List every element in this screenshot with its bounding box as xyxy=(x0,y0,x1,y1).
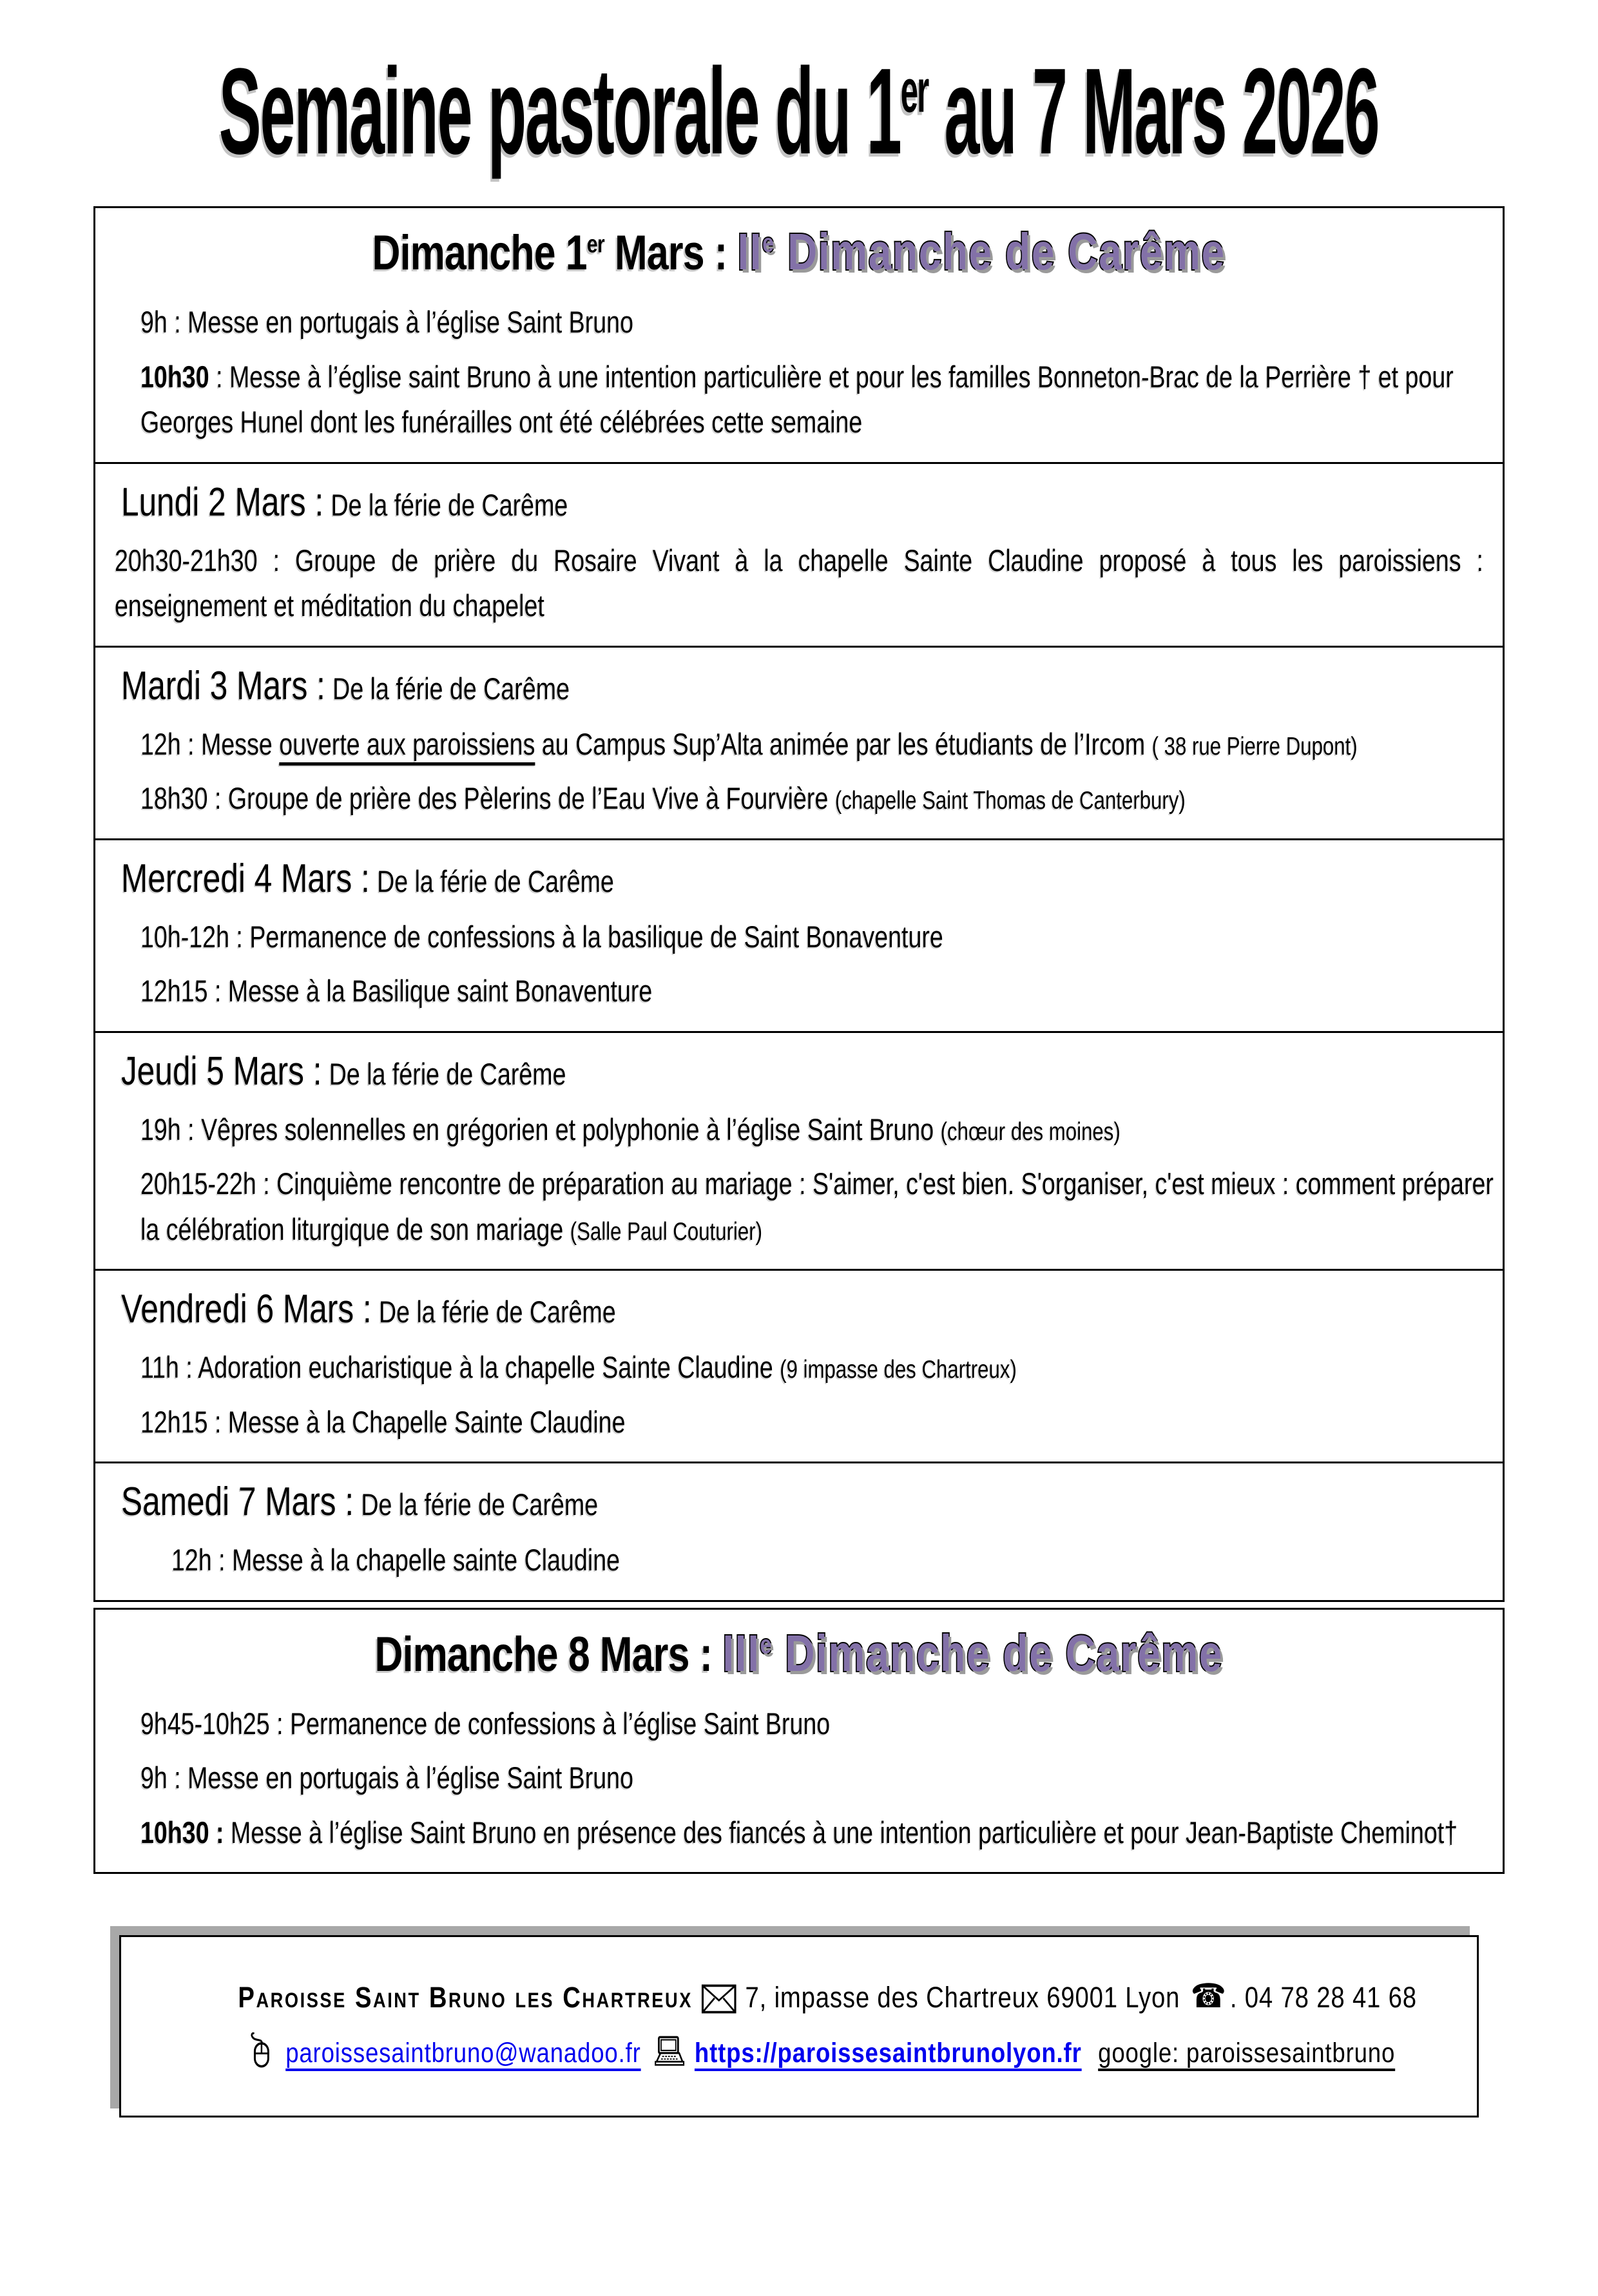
text-segment: 10h30 : xyxy=(140,1815,224,1849)
envelope-icon xyxy=(701,1984,736,2014)
event-line xyxy=(115,300,1509,345)
text-segment: 12h : Messe à la chapelle sainte Claudine xyxy=(171,1543,621,1577)
day-heading xyxy=(121,663,1483,709)
text-segment: (9 impasse des Chartreux) xyxy=(780,1356,1017,1384)
computer-icon xyxy=(650,2035,686,2069)
event-line xyxy=(115,354,1509,445)
page-title xyxy=(0,35,1598,187)
text-segment: (Salle Paul Couturier) xyxy=(570,1217,763,1246)
text-segment: au Campus Sup’Alta animée par les étudiants de l’Ircom xyxy=(535,726,1152,761)
sunday-heading xyxy=(115,222,1483,282)
day-heading xyxy=(121,1479,1483,1525)
day-heading xyxy=(121,1048,1483,1094)
sunday-date xyxy=(375,1627,723,1682)
text-segment: (chœur des moines) xyxy=(940,1117,1121,1146)
section-mercredi-4-mars xyxy=(93,838,1505,1033)
day-date: Samedi 7 Mars : xyxy=(121,1480,354,1524)
text-segment: 9h : Messe en portugais à l’église Saint Bruno xyxy=(140,1761,633,1795)
section-mardi-3-mars xyxy=(93,646,1505,840)
text-segment: 11h : Adoration eucharistique à la chapelle Sainte Claudine xyxy=(140,1350,780,1384)
text-segment: Dimanche 1 xyxy=(372,226,588,280)
text-segment: 18h30 : Groupe de prière des Pèlerins de l’Eau Vive à Fourvière xyxy=(140,781,835,815)
liturgical-day-name: De la férie de Carême xyxy=(361,1487,599,1521)
event-line xyxy=(115,914,1509,960)
event-line xyxy=(115,1161,1509,1252)
day-heading xyxy=(121,856,1483,902)
event-line xyxy=(115,776,1509,822)
liturgical-day-name: De la férie de Carême xyxy=(332,671,570,706)
phone-icon: ☎ xyxy=(1190,1977,1227,2016)
text-segment: III xyxy=(722,1624,760,1682)
footer-line-web xyxy=(134,2031,1464,2069)
sunday-heading xyxy=(115,1624,1483,1683)
schedule-sections xyxy=(93,206,1505,1874)
event-line xyxy=(115,722,1509,767)
text-segment: 12h : Messe xyxy=(140,726,280,761)
text-segment: ouverte aux paroissiens xyxy=(279,726,535,761)
liturgical-day-name: De la férie de Carême xyxy=(377,863,614,898)
day-date: Lundi 2 Mars : xyxy=(121,479,324,525)
text-segment: ( 38 rue Pierre Dupont) xyxy=(1151,732,1358,760)
section-vendredi-6-mars xyxy=(93,1269,1505,1463)
event-line xyxy=(115,538,1483,629)
parish-phone: . 04 78 28 41 68 xyxy=(1229,1981,1417,2014)
text-segment: e xyxy=(760,1630,773,1659)
text-segment: : Messe à l’église saint Bruno à une intention particulière et pour les familles Bonneton-Brac de la Perrière † et pour Georges Hunel dont les funérailles ont été célébrées cette semaine xyxy=(140,359,1454,439)
day-date: Jeudi 5 Mars : xyxy=(121,1048,322,1094)
page-title-text xyxy=(219,41,1379,182)
section-dimanche-1er-mars xyxy=(93,206,1505,464)
sunday-date xyxy=(372,226,738,280)
mouse-icon xyxy=(245,2031,276,2069)
section-dimanche-8-mars xyxy=(93,1608,1505,1875)
text-segment: Messe à l’église Saint Bruno en présence des fiancés à une intention particulière et pour Jean-Baptiste Cheminot† xyxy=(224,1815,1458,1849)
event-line xyxy=(115,1345,1509,1391)
footer xyxy=(119,1935,1479,2118)
section-samedi-7-mars xyxy=(93,1462,1505,1602)
event-line xyxy=(115,1810,1509,1856)
page-title-superscript: er xyxy=(901,57,929,126)
event-line xyxy=(115,969,1509,1014)
text-segment: er xyxy=(587,231,605,258)
text-segment: 12h15 : Messe à la Chapelle Sainte Claudine xyxy=(140,1404,626,1439)
page xyxy=(0,35,1598,2296)
text-segment: Mars : xyxy=(604,226,738,280)
liturgical-day-name xyxy=(723,1625,1224,1682)
text-segment: 10h30 xyxy=(140,359,209,394)
page-title-text: au 7 Mars 2026 xyxy=(928,43,1379,180)
parish-website-link[interactable]: https://paroissesaintbrunolyon.fr xyxy=(694,2038,1082,2069)
day-date: Mardi 3 Mars : xyxy=(121,663,325,708)
day-heading xyxy=(121,1286,1483,1332)
text-segment: 20h30-21h30 : Groupe de prière du Rosaire Vivant à la chapelle Sainte Claudine proposé à tous les paroissiens : enseignement et méditation du chapelet xyxy=(115,543,1483,622)
liturgical-day-name: De la férie de Carême xyxy=(378,1295,616,1329)
text-segment: 9h : Messe en portugais à l’église Saint Bruno xyxy=(140,305,633,339)
page-title-text: Semaine pastorale du 1 xyxy=(219,43,901,180)
text-segment: 10h-12h : Permanence de confessions à la basilique de Saint Bonaventure xyxy=(140,919,943,954)
parish-email-link[interactable]: paroissesaintbruno@wanadoo.fr xyxy=(285,2038,641,2069)
text-segment: II xyxy=(737,223,763,280)
event-line xyxy=(115,1755,1509,1801)
text-segment: Dimanche 8 Mars : xyxy=(374,1626,723,1682)
section-lundi-2-mars xyxy=(93,462,1505,648)
event-line xyxy=(115,1701,1509,1747)
footer-box xyxy=(119,1935,1479,2118)
text-segment: Dimanche de Carême xyxy=(773,1624,1224,1682)
liturgical-day-name: De la férie de Carême xyxy=(331,487,568,522)
text-segment: (chapelle Saint Thomas de Canterbury) xyxy=(834,787,1186,815)
liturgical-day-name: De la férie de Carême xyxy=(329,1056,566,1091)
liturgical-day-name xyxy=(738,223,1226,280)
text-segment: 9h45-10h25 : Permanence de confessions à l’église Saint Bruno xyxy=(140,1706,831,1741)
event-line xyxy=(115,1400,1509,1445)
google-search-hint: google: paroissesaintbruno xyxy=(1098,2038,1396,2069)
footer-line-contact xyxy=(134,1977,1464,2016)
day-date: Mercredi 4 Mars : xyxy=(121,856,370,901)
event-line xyxy=(115,1107,1509,1153)
text-segment: 12h15 : Messe à la Basilique saint Bonaventure xyxy=(140,974,653,1008)
section-jeudi-5-mars xyxy=(93,1031,1505,1271)
day-heading xyxy=(121,479,1483,525)
parish-name: Paroisse Saint Bruno les Chartreux xyxy=(238,1981,693,2014)
event-line xyxy=(115,1538,1540,1583)
day-date: Vendredi 6 Mars : xyxy=(121,1287,372,1331)
text-segment: 20h15-22h : Cinquième rencontre de préparation au mariage : S'aimer, c'est bien. S'organiser, c'est mieux : comment préparer la célébration liturgique de son mariage xyxy=(140,1166,1494,1246)
text-segment: Dimanche de Carême xyxy=(775,223,1226,280)
parish-address: 7, impasse des Chartreux 69001 Lyon xyxy=(745,1981,1188,2014)
text-segment: e xyxy=(762,229,775,258)
text-segment: 19h : Vêpres solennelles en grégorien et polyphonie à l’église Saint Bruno xyxy=(140,1112,941,1146)
